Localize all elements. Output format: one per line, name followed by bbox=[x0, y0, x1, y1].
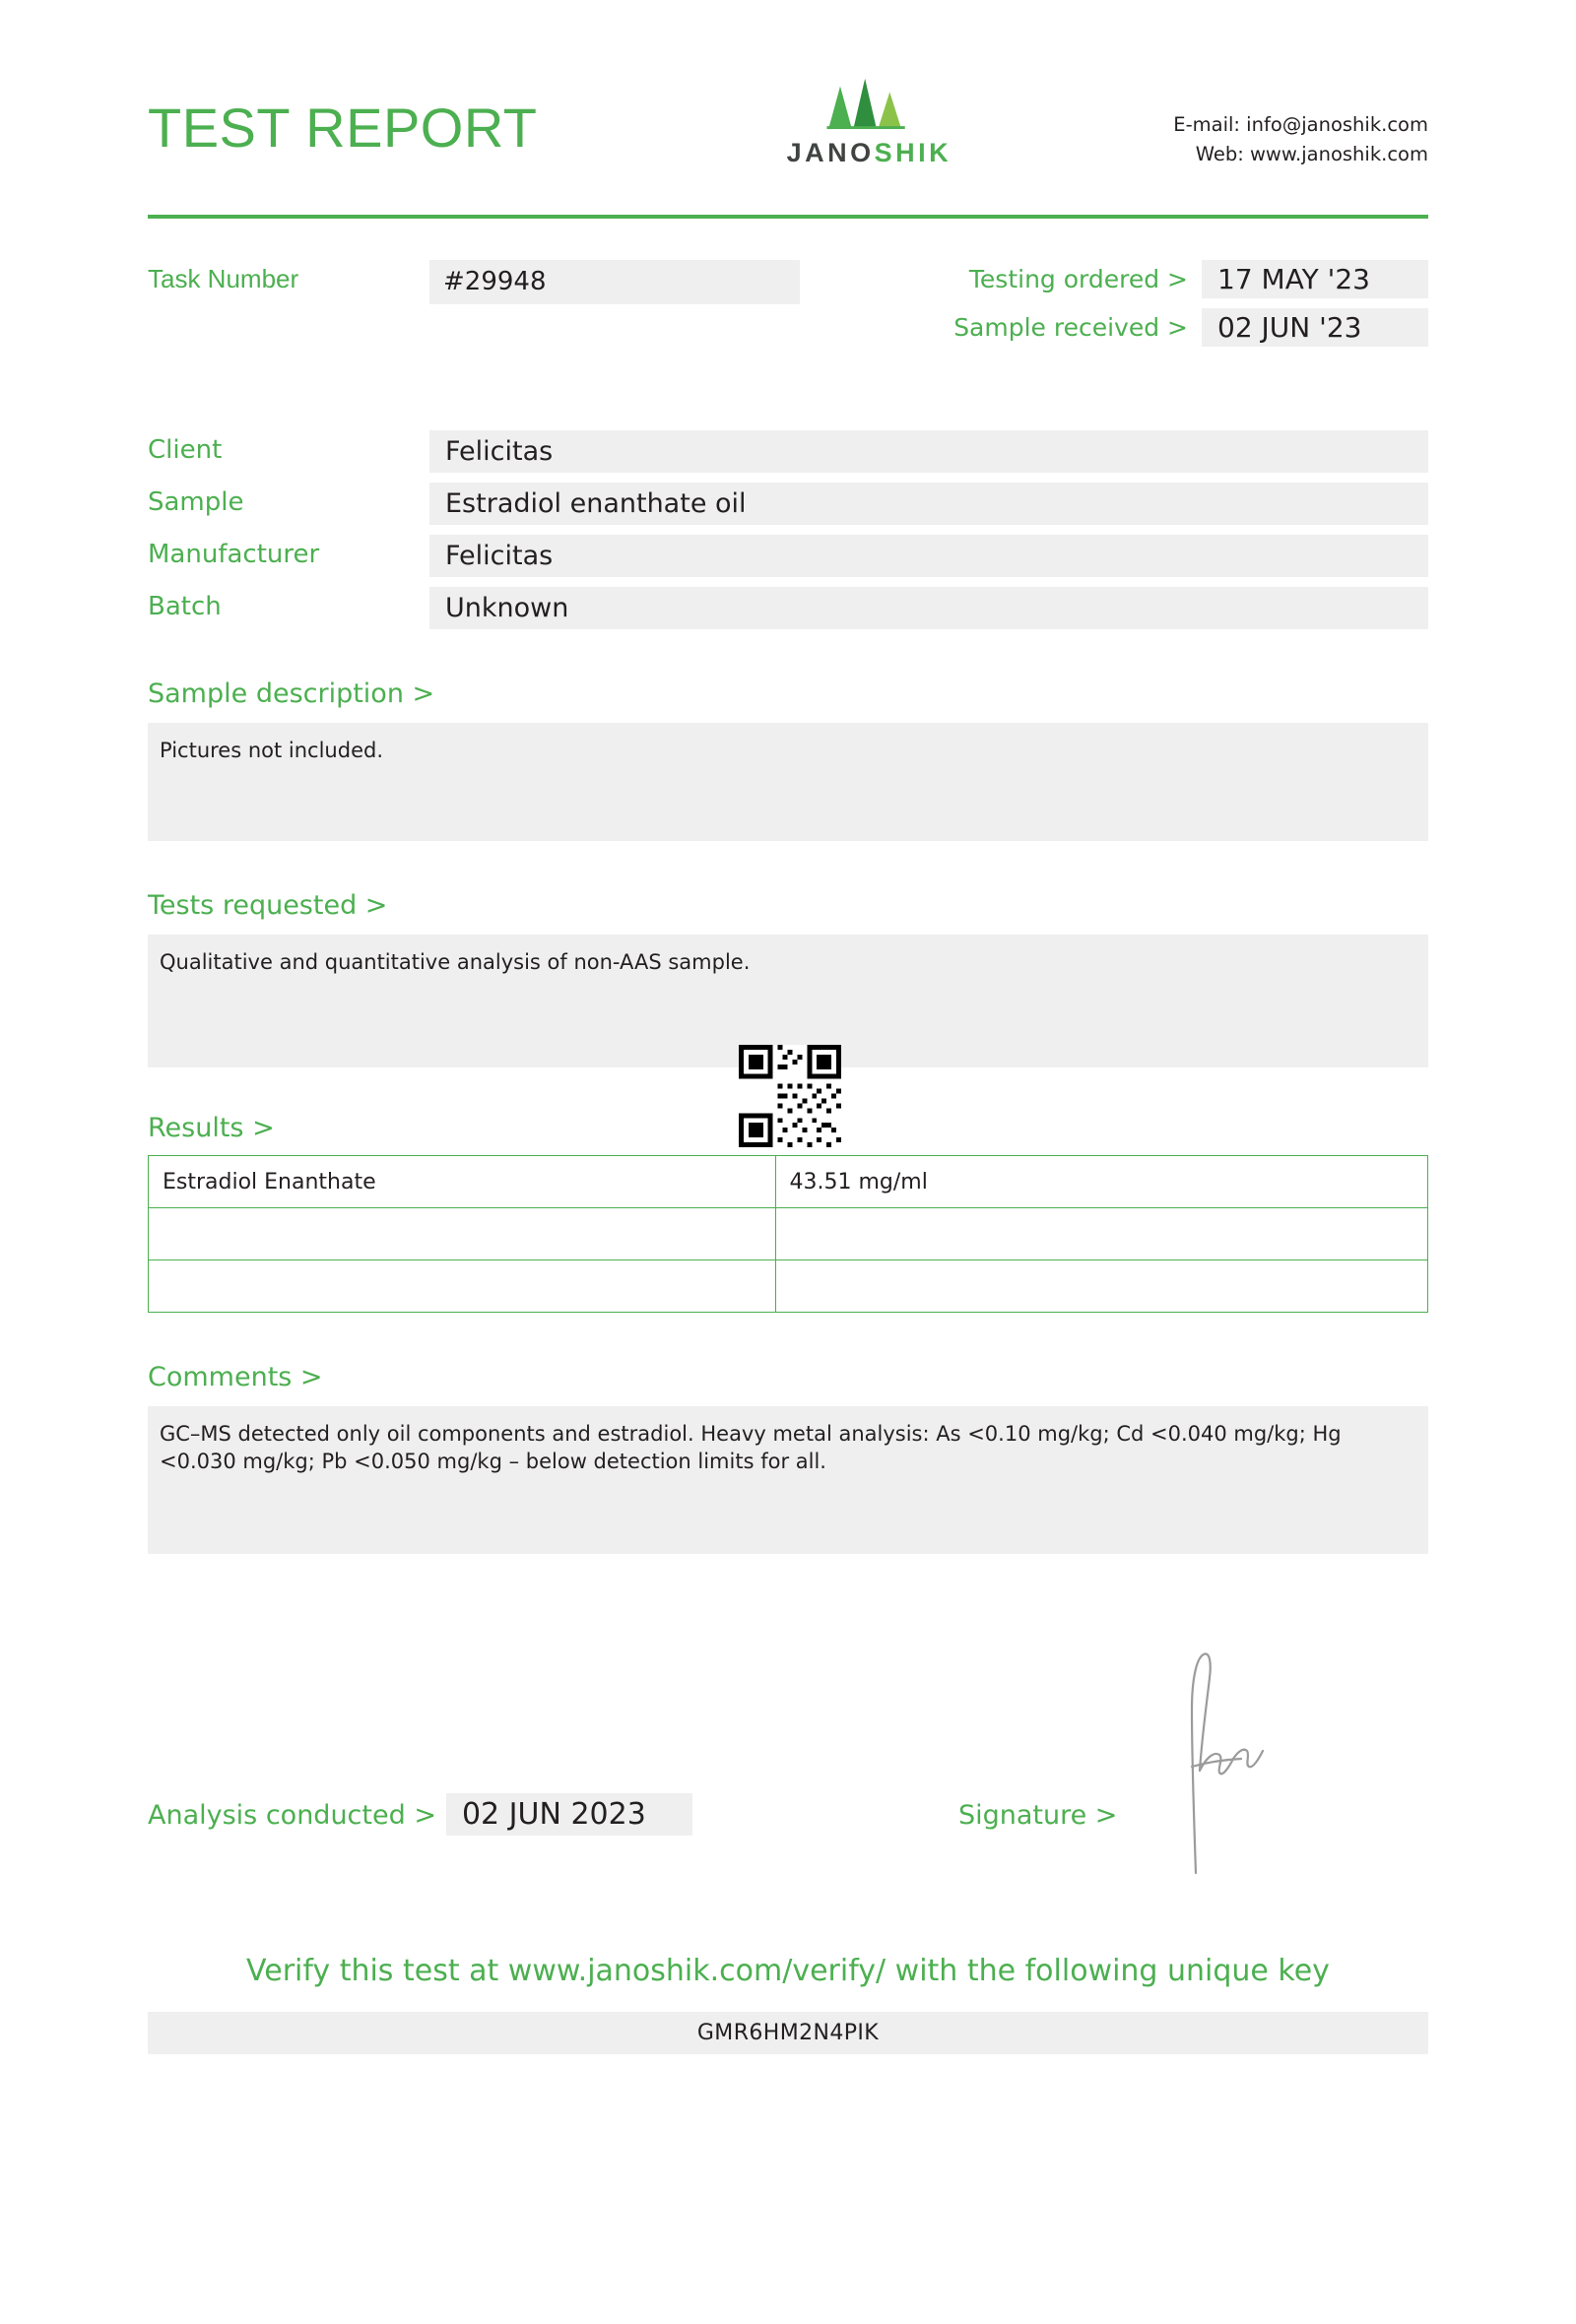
analysis-conducted-date: 02 JUN 2023 bbox=[446, 1793, 692, 1836]
page-title: TEST REPORT bbox=[148, 97, 538, 159]
result-value bbox=[775, 1208, 1428, 1260]
contact-email: E-mail: info@janoshik.com bbox=[1173, 113, 1428, 136]
info-value-sample: Estradiol enanthate oil bbox=[429, 483, 1428, 525]
testing-ordered-label: Testing ordered > bbox=[968, 265, 1188, 293]
contact-info bbox=[1173, 110, 1428, 169]
verify-text: Verify this test at www.janoshik.com/verify/ with the following unique key bbox=[246, 1954, 1330, 1988]
table-row bbox=[149, 1156, 1428, 1208]
info-row bbox=[148, 430, 1428, 473]
signature-row bbox=[148, 1648, 1428, 1836]
unique-key: GMR6HM2N4PIK bbox=[148, 2012, 1428, 2054]
table-row bbox=[149, 1208, 1428, 1260]
logo-word-dark: JANO bbox=[786, 138, 875, 167]
info-label-sample: Sample bbox=[148, 487, 244, 517]
testing-ordered-row bbox=[953, 260, 1428, 298]
tests-requested-heading: Tests requested > bbox=[148, 890, 388, 921]
info-row bbox=[148, 587, 1428, 629]
sample-received-row bbox=[953, 308, 1428, 347]
result-value: 43.51 mg/ml bbox=[775, 1156, 1428, 1208]
results-table bbox=[148, 1155, 1428, 1313]
signature-label: Signature > bbox=[957, 1800, 1118, 1831]
logo-mountain-icon bbox=[812, 73, 926, 130]
info-label-client: Client bbox=[148, 435, 223, 465]
task-number-label: Task Number bbox=[148, 264, 299, 293]
comments-text: GC–MS detected only oil components and estradiol. Heavy metal analysis: As <0.10 mg/kg; Cd <0.040 mg/kg; Hg <0.030 mg/kg; Pb <0.050 mg/kg – below detection limits for all. bbox=[148, 1406, 1428, 1554]
task-number-value: #29948 bbox=[429, 260, 800, 304]
contact-web: Web: www.janoshik.com bbox=[1195, 143, 1428, 166]
info-value-batch: Unknown bbox=[429, 587, 1428, 629]
info-row bbox=[148, 535, 1428, 577]
header-divider bbox=[148, 215, 1428, 219]
result-name bbox=[149, 1260, 776, 1313]
janoshik-logo bbox=[751, 73, 987, 168]
testing-ordered-value: 17 MAY '23 bbox=[1202, 260, 1428, 298]
info-value-client: Felicitas bbox=[429, 430, 1428, 473]
qr-code-icon bbox=[739, 1045, 841, 1147]
results-heading-row bbox=[148, 1113, 1428, 1155]
date-group bbox=[953, 260, 1428, 347]
task-row bbox=[148, 260, 1428, 347]
tests-requested-text: Qualitative and quantitative analysis of non-AAS sample. bbox=[148, 935, 1428, 1067]
result-name bbox=[149, 1208, 776, 1260]
sample-info-table bbox=[148, 430, 1428, 629]
sample-received-value: 02 JUN '23 bbox=[1202, 308, 1428, 347]
info-row bbox=[148, 483, 1428, 525]
result-value bbox=[775, 1260, 1428, 1313]
info-label-manufacturer: Manufacturer bbox=[148, 540, 320, 569]
logo-wordmark bbox=[751, 138, 987, 168]
info-label-batch: Batch bbox=[148, 592, 222, 621]
info-value-manufacturer: Felicitas bbox=[429, 535, 1428, 577]
sample-description-text: Pictures not included. bbox=[148, 723, 1428, 841]
signature-image bbox=[1162, 1648, 1271, 1875]
results-heading: Results > bbox=[148, 1113, 275, 1143]
sample-description-heading: Sample description > bbox=[148, 678, 435, 709]
sample-received-label: Sample received > bbox=[953, 313, 1188, 342]
report-header bbox=[148, 59, 1428, 207]
logo-word-green: SHIK bbox=[874, 138, 952, 167]
comments-heading: Comments > bbox=[148, 1362, 323, 1392]
table-row bbox=[149, 1260, 1428, 1313]
result-name: Estradiol Enanthate bbox=[149, 1156, 776, 1208]
analysis-conducted-label: Analysis conducted > bbox=[148, 1800, 436, 1831]
